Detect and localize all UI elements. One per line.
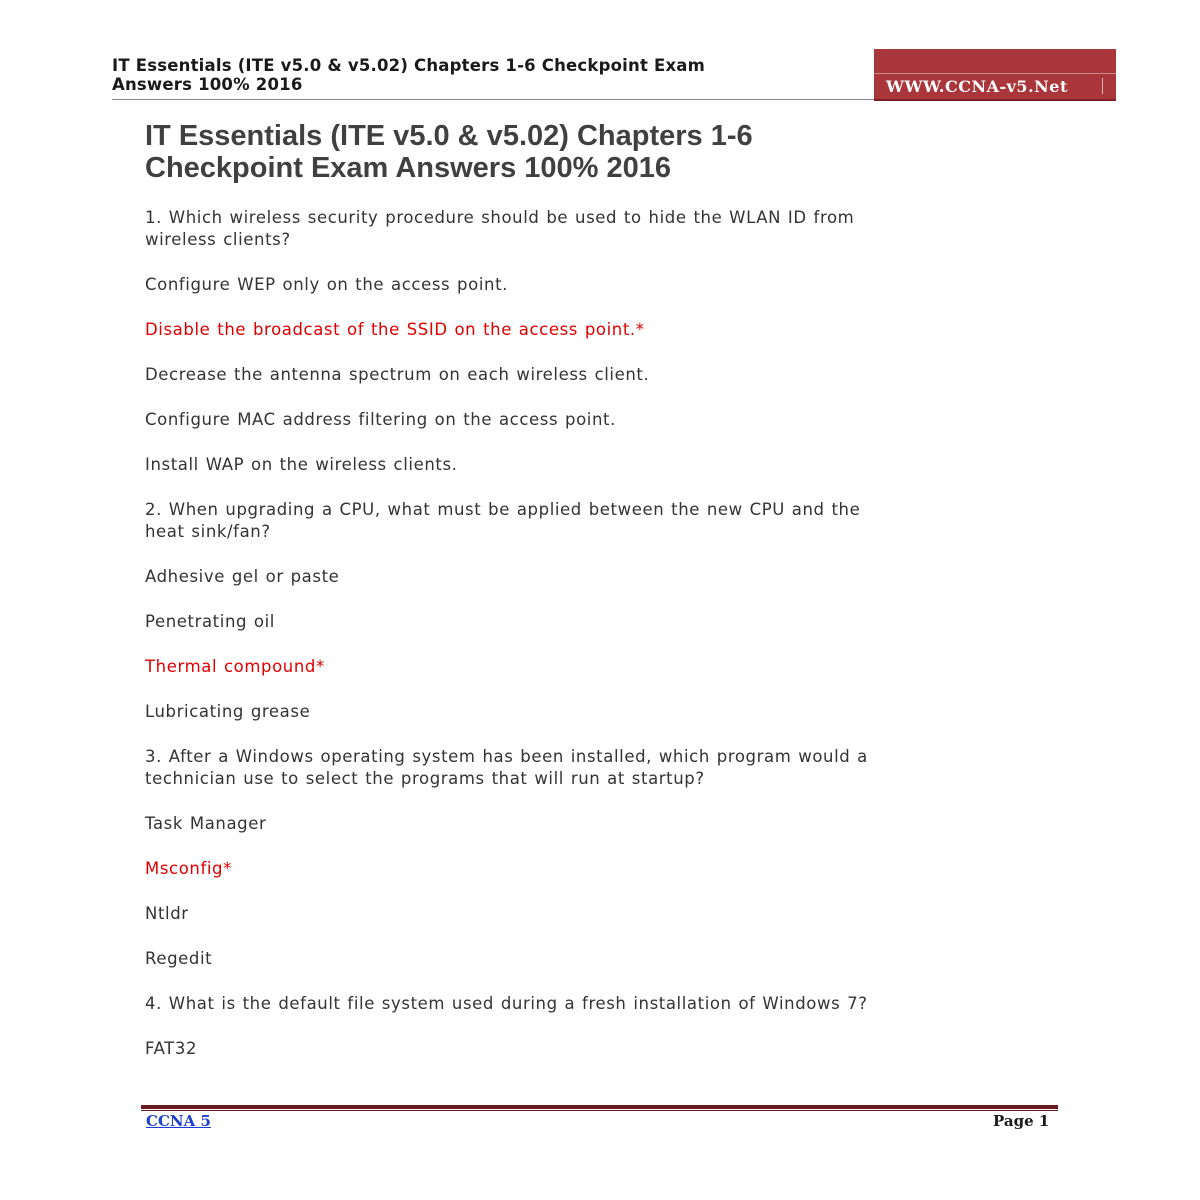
question-3-line-2: technician use to select the programs that will run at startup? (145, 769, 705, 788)
q2-option-4: Lubricating grease (145, 702, 311, 721)
site-banner-divider (1102, 78, 1103, 94)
running-header-line-2: Answers 100% 2016 (112, 75, 303, 94)
q1-option-1: Configure WEP only on the access point. (145, 275, 508, 294)
document-title-line-1: IT Essentials (ITE v5.0 & v5.02) Chapters 1-6 (145, 120, 753, 152)
question-1 (145, 207, 1055, 251)
site-banner-inner (874, 73, 1116, 98)
document-title-line-2: Checkpoint Exam Answers 100% 2016 (145, 152, 672, 184)
footer-ccna-link[interactable]: CCNA 5 (146, 1112, 211, 1130)
q3-option-4: Regedit (145, 949, 213, 968)
question-3-line-1: 3. After a Windows operating system has been installed, which program would a (145, 747, 868, 766)
page-number: Page 1 (993, 1112, 1050, 1130)
q2-option-1: Adhesive gel or paste (145, 567, 340, 586)
question-2 (145, 499, 1055, 543)
q1-option-3: Decrease the antenna spectrum on each wireless client. (145, 365, 650, 384)
footer-rule-thick (141, 1105, 1058, 1109)
q1-option-2-correct: Disable the broadcast of the SSID on the access point.* (145, 320, 645, 339)
q1-option-4: Configure MAC address filtering on the access point. (145, 410, 616, 429)
q3-option-3: Ntldr (145, 904, 189, 923)
running-header-line-1: IT Essentials (ITE v5.0 & v5.02) Chapters 1-6 Checkpoint Exam (112, 56, 706, 75)
running-header-title (112, 56, 852, 94)
q4-option-1: FAT32 (145, 1039, 198, 1058)
question-3 (145, 746, 1055, 790)
document-title (145, 120, 1075, 184)
q1-option-5: Install WAP on the wireless clients. (145, 455, 458, 474)
question-1-line-1: 1. Which wireless security procedure should be used to hide the WLAN ID from (145, 208, 855, 227)
q2-option-3-correct: Thermal compound* (145, 657, 325, 676)
site-banner (874, 49, 1116, 101)
q3-option-1: Task Manager (145, 814, 267, 833)
question-4: 4. What is the default file system used during a fresh installation of Windows 7? (145, 994, 868, 1013)
site-banner-text: WWW.CCNA-v5.Net (886, 77, 1068, 96)
question-1-line-2: wireless clients? (145, 230, 291, 249)
question-2-line-2: heat sink/fan? (145, 522, 271, 541)
footer-rule-thin (141, 1110, 1058, 1111)
question-2-line-1: 2. When upgrading a CPU, what must be applied between the new CPU and the (145, 500, 861, 519)
document-body (145, 207, 1055, 1060)
header-rule (112, 99, 874, 100)
q2-option-2: Penetrating oil (145, 612, 275, 631)
q3-option-2-correct: Msconfig* (145, 859, 232, 878)
